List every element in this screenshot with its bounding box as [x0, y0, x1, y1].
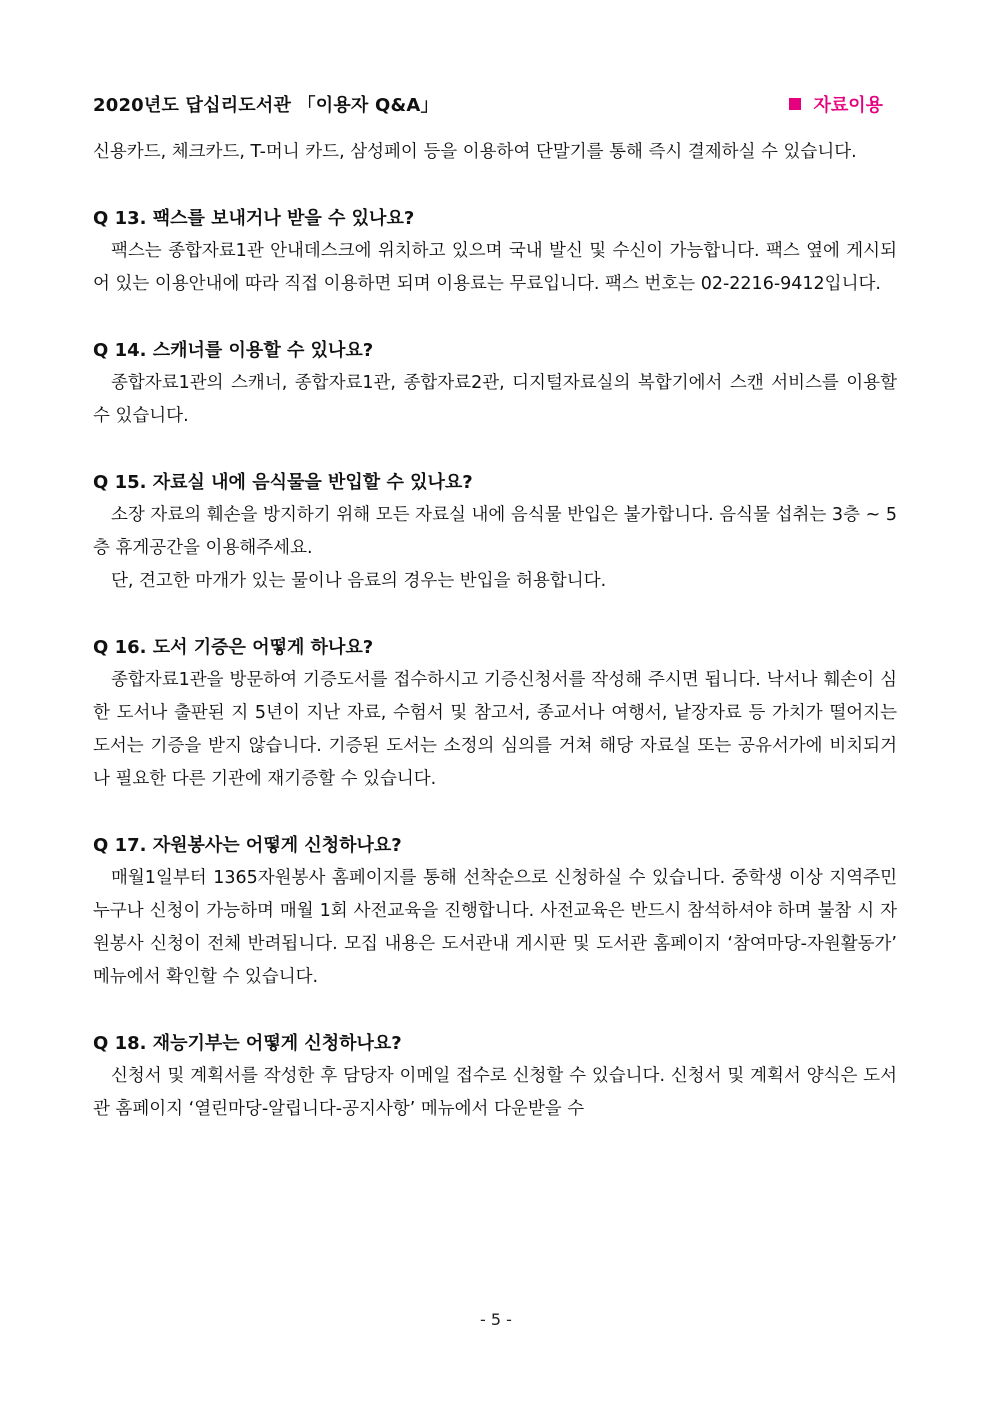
answer-paragraph: 종합자료1관을 방문하여 기증도서를 접수하시고 기증신청서를 작성해 주시면 됩니다. 낙서나 훼손이 심한 도서나 출판된 지 5년이 지난 자료, 수험서 및 참고서, 종교서나 여행서, 낱장자료 등 가치가 떨어지는 도서는 기증을 받지 않습니다. 기증된 도서는 소정의 심의를 거쳐 해당 자료실 또는 공유서가에 비치되거나 필요한 다른 기관에 재기증할 수 있습니다. [93, 670, 897, 789]
document-title: 2020년도 답십리도서관 「이용자 Q&A」 [93, 95, 439, 116]
question-heading: Q 17. 자원봉사는 어떻게 신청하나요? [93, 835, 402, 856]
qa-item [93, 334, 897, 433]
qa-item [93, 1027, 897, 1126]
intro-paragraph: 신용카드, 체크카드, T-머니 카드, 삼성페이 등을 이용하여 단말기를 통해 즉시 결제하실 수 있습니다. [93, 142, 857, 162]
answer-paragraph: 팩스는 종합자료1관 안내데스크에 위치하고 있으며 국내 발신 및 수신이 가능합니다. 팩스 옆에 게시되어 있는 이용안내에 따라 직접 이용하면 되며 이용료는 무료입니다. 팩스 번호는 02-2216-9412입니다. [93, 241, 897, 294]
answer-paragraph: 매월1일부터 1365자원봉사 홈페이지를 통해 선착순으로 신청하실 수 있습니다. 중학생 이상 지역주민 누구나 신청이 가능하며 매월 1회 사전교육을 진행합니다. 사전교육은 반드시 참석하셔야 하며 불참 시 자원봉사 신청이 전체 반려됩니다. 모집 내용은 도서관내 게시판 및 도서관 홈페이지 ‘참여마당-자원활동가’ 메뉴에서 확인할 수 있습니다. [93, 868, 897, 987]
document-body [93, 136, 897, 1126]
qa-item [93, 466, 897, 598]
page-number: - 5 - [480, 1310, 512, 1329]
qa-item [93, 631, 897, 796]
question-heading: Q 13. 팩스를 보내거나 받을 수 있나요? [93, 208, 415, 229]
square-bullet-icon [789, 98, 801, 110]
answer-paragraph: 소장 자료의 훼손을 방지하기 위해 모든 자료실 내에 음식물 반입은 불가합니다. 음식물 섭취는 3층 ~ 5층 휴게공간을 이용해주세요. [93, 505, 897, 558]
page-header [93, 88, 883, 120]
qa-item [93, 202, 897, 301]
section-label: 자료이용 [813, 95, 883, 116]
answer-paragraph: 신청서 및 계획서를 작성한 후 담당자 이메일 접수로 신청할 수 있습니다. 신청서 및 계획서 양식은 도서관 홈페이지 ‘열린마당-알립니다-공지사항’ 메뉴에서 다운받을 수 [93, 1066, 897, 1119]
question-heading: Q 14. 스캐너를 이용할 수 있나요? [93, 340, 374, 361]
answer-paragraph: 종합자료1관의 스캐너, 종합자료1관, 종합자료2관, 디지털자료실의 복합기에서 스캔 서비스를 이용할 수 있습니다. [93, 373, 897, 426]
section-tag [789, 91, 883, 117]
qa-item [93, 829, 897, 994]
question-heading: Q 15. 자료실 내에 음식물을 반입할 수 있나요? [93, 472, 473, 493]
question-heading: Q 18. 재능기부는 어떻게 신청하나요? [93, 1033, 402, 1054]
question-heading: Q 16. 도서 기증은 어떻게 하나요? [93, 637, 374, 658]
answer-paragraph: 단, 견고한 마개가 있는 물이나 음료의 경우는 반입을 허용합니다. [111, 571, 607, 591]
qa-list [93, 202, 897, 1126]
